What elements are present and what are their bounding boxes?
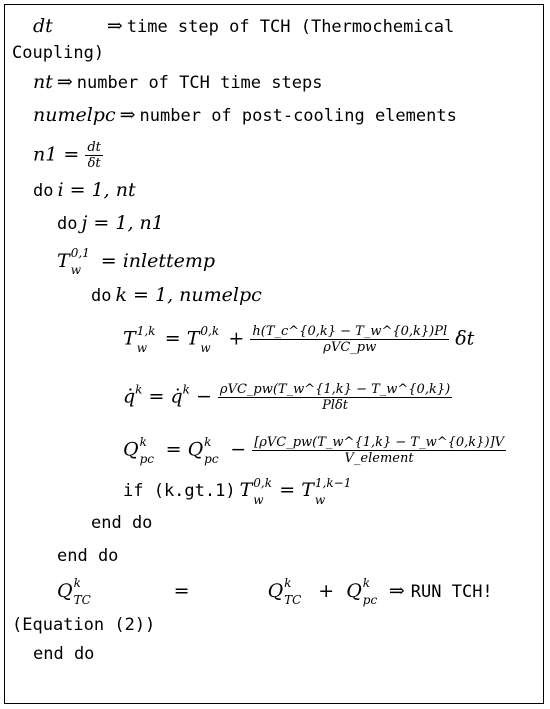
eq1-denominator: ρVC_pw — [323, 340, 377, 355]
inlettemp-rhs: = inlettemp — [100, 250, 216, 272]
eq1-subscript-2: w — [200, 340, 211, 355]
numelpc-variable: numelpc — [33, 104, 116, 126]
eq3-equals-Q: = Q — [165, 438, 204, 461]
eq1-T: T — [123, 327, 136, 350]
eq3-indices — [139, 434, 160, 466]
n1-definition — [33, 141, 103, 170]
qtc-superscript-2: k — [284, 576, 292, 590]
do-i-expression: i = 1, nt — [57, 179, 136, 201]
eq1-delta-t: δt — [455, 327, 475, 350]
equation-reference: (Equation (2)) — [12, 615, 156, 635]
do-k-expression: k = 1, numelpc — [115, 284, 262, 306]
do-keyword: do — [33, 181, 54, 201]
eq1-indices-2 — [200, 323, 222, 355]
eq1-numerator: h(T_c^{0,k} − T_w^{0,k})Pl — [252, 324, 448, 339]
numelpc-line — [33, 106, 457, 125]
do-j-loop — [57, 214, 164, 233]
nt-line — [33, 73, 322, 92]
if-superscript-2: 1,k−1 — [314, 476, 352, 491]
eq1-indices — [136, 323, 159, 355]
n1-fraction — [85, 141, 103, 170]
qtc-equation — [57, 576, 541, 607]
do-k-loop — [91, 286, 262, 305]
qtc-superscript-3: k — [362, 576, 371, 590]
n1-denominator: δt — [87, 156, 101, 171]
n1-lhs: n1 = — [33, 143, 80, 166]
do-j-expression: j = 1, n1 — [81, 212, 164, 234]
if-subscript: w — [253, 493, 264, 508]
eq2-denominator: Plδt — [322, 398, 349, 413]
eq3-numerator: [ρVC_pw(T_w^{1,k} − T_w^{0,k})]V — [254, 435, 504, 450]
nt-variable: nt — [33, 71, 53, 93]
post-cooling-heat-equation — [123, 436, 506, 465]
n1-numerator: dt — [87, 140, 101, 155]
eq1-fraction — [250, 325, 449, 354]
qtc-subscript-3: pc — [362, 593, 378, 607]
do-keyword: do — [91, 286, 112, 306]
eq2-superscript: k — [135, 382, 143, 397]
if-indices-2 — [314, 476, 355, 508]
eq1-plus: + — [228, 327, 245, 350]
qtc-indices — [73, 576, 96, 607]
end-do-j: end do — [57, 546, 119, 566]
dt-description: time step of TCH (Thermochemical — [126, 17, 455, 37]
dt-line — [33, 17, 454, 36]
temperature-update-equation — [123, 325, 474, 354]
end-do-i: end do — [33, 644, 95, 664]
eq2-qdot: q̇ — [123, 385, 136, 408]
heat-flux-equation — [123, 383, 452, 412]
qtc-subscript-2: TC — [284, 593, 302, 607]
implies-arrow: ⇒ — [56, 71, 73, 93]
if-subscript-2: w — [314, 493, 326, 508]
eq2-fraction — [218, 383, 452, 412]
eq3-superscript-2: k — [204, 434, 212, 449]
eq3-indices-2 — [204, 434, 224, 466]
qtc-equals: = — [173, 580, 190, 602]
eq3-superscript: k — [139, 434, 147, 449]
end-do-k: end do — [91, 513, 153, 533]
qtc-subscript: TC — [73, 593, 91, 607]
eq3-denominator: V_element — [344, 451, 414, 466]
if-equals-T: = T — [279, 479, 314, 501]
eq1-subscript: w — [136, 340, 147, 355]
eq3-subscript-2: pc — [204, 451, 219, 466]
eq1-superscript-2: 0,k — [200, 323, 220, 338]
qtc-indices-3 — [362, 576, 383, 607]
eq3-subscript: pc — [139, 451, 154, 466]
if-superscript: 0,k — [253, 476, 273, 491]
qtc-Q2: Q — [267, 580, 284, 602]
tw-subscript: w — [70, 263, 81, 277]
eq3-minus: − — [230, 438, 247, 461]
implies-arrow: ⇒ — [388, 580, 405, 602]
eq2-equals-qdot: = q̇ — [148, 385, 183, 408]
if-keyword: if (k.gt.1) — [123, 481, 236, 501]
eq1-superscript: 1,k — [136, 323, 156, 338]
qtc-plus: + — [318, 580, 335, 602]
qtc-Q: Q — [57, 580, 73, 602]
eq3-fraction — [252, 436, 506, 465]
tw-indices — [70, 246, 95, 277]
eq1-equals-T: = T — [164, 327, 200, 350]
if-T: T — [239, 479, 253, 501]
tw-symbol: T — [57, 250, 70, 272]
tw-superscript: 0,1 — [70, 246, 90, 260]
eq2-superscript-2: k — [182, 382, 190, 397]
numelpc-description: number of post-cooling elements — [139, 106, 457, 126]
qtc-Q3: Q — [346, 580, 362, 602]
qtc-indices-2 — [284, 576, 306, 607]
nt-description: number of TCH time steps — [76, 73, 323, 93]
qtc-superscript: k — [73, 576, 81, 590]
dt-variable: dt — [33, 15, 53, 37]
implies-arrow: ⇒ — [106, 15, 123, 37]
do-i-loop — [33, 181, 136, 200]
do-keyword: do — [57, 214, 78, 234]
if-condition-line — [123, 476, 355, 508]
algorithm-box — [4, 4, 544, 704]
implies-arrow: ⇒ — [119, 104, 136, 126]
dt-description-continued: Coupling) — [12, 43, 105, 63]
inlet-temp-assignment — [57, 246, 216, 277]
run-tch-label: RUN TCH! — [410, 582, 493, 602]
eq3-Q: Q — [123, 438, 139, 461]
eq2-numerator: ρVC_pw(T_w^{1,k} − T_w^{0,k}) — [219, 382, 451, 397]
if-indices — [253, 476, 275, 508]
eq2-minus: − — [195, 385, 212, 408]
